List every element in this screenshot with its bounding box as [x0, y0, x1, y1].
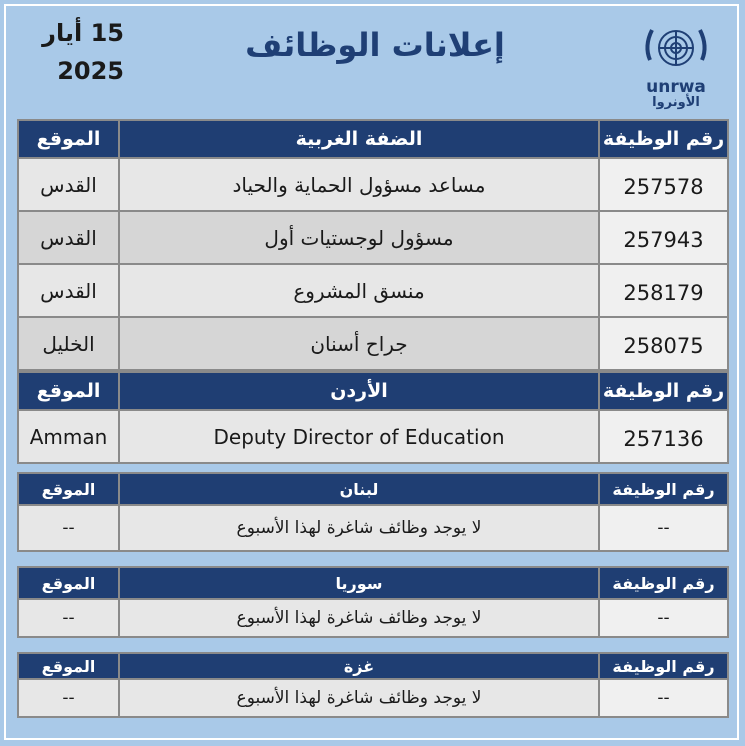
- job-title: منسق المشروع: [119, 264, 599, 317]
- region-header: سوريا: [119, 567, 599, 599]
- job-location: القدس: [18, 211, 119, 264]
- job-location: --: [18, 505, 119, 551]
- job-title: لا يوجد وظائف شاغرة لهذا الأسبوع: [119, 599, 599, 637]
- job-number: 258179: [599, 264, 728, 317]
- west-bank-jobs-table: [17, 119, 729, 371]
- logo-word: unrwa: [646, 77, 706, 97]
- table-header-row: [18, 653, 728, 679]
- location-column-header: الموقع: [18, 120, 119, 158]
- job-number: 257136: [599, 410, 728, 463]
- job-location: القدس: [18, 158, 119, 211]
- job-number-column-header: رقم الوظيفة: [599, 653, 728, 679]
- publication-date: [24, 14, 124, 90]
- table-row: [18, 158, 728, 211]
- job-number-column-header: رقم الوظيفة: [599, 372, 728, 410]
- job-location: الخليل: [18, 317, 119, 370]
- job-number: --: [599, 679, 728, 717]
- job-number: --: [599, 599, 728, 637]
- location-column-header: الموقع: [18, 653, 119, 679]
- job-location: --: [18, 599, 119, 637]
- table-row: [18, 505, 728, 551]
- table-row: [18, 264, 728, 317]
- job-location: --: [18, 679, 119, 717]
- region-header: غزة: [119, 653, 599, 679]
- jordan-jobs-table: [17, 371, 729, 464]
- table-header-row: [18, 567, 728, 599]
- table-header-row: [18, 372, 728, 410]
- job-number-column-header: رقم الوظيفة: [599, 473, 728, 505]
- region-header: الأردن: [119, 372, 599, 410]
- lebanon-jobs-table: [17, 472, 729, 552]
- job-title: جراح أسنان: [119, 317, 599, 370]
- region-header: لبنان: [119, 473, 599, 505]
- job-number-column-header: رقم الوظيفة: [599, 120, 728, 158]
- region-header: الضفة الغربية: [119, 120, 599, 158]
- location-column-header: الموقع: [18, 567, 119, 599]
- table-row: [18, 679, 728, 717]
- location-column-header: الموقع: [18, 473, 119, 505]
- table-header-row: [18, 473, 728, 505]
- job-location: القدس: [18, 264, 119, 317]
- job-number: 258075: [599, 317, 728, 370]
- job-title: Deputy Director of Education: [119, 410, 599, 463]
- job-title: مسؤول لوجستيات أول: [119, 211, 599, 264]
- table-row: [18, 211, 728, 264]
- job-title: لا يوجد وظائف شاغرة لهذا الأسبوع: [119, 679, 599, 717]
- date-day-month: 15 أيار: [42, 19, 124, 47]
- table-row: [18, 410, 728, 463]
- un-emblem-icon: [636, 20, 716, 78]
- table-header-row: [18, 120, 728, 158]
- job-number: --: [599, 505, 728, 551]
- job-title: مساعد مسؤول الحماية والحياد: [119, 158, 599, 211]
- gaza-jobs-table: [17, 652, 729, 718]
- table-row: [18, 317, 728, 370]
- table-row: [18, 599, 728, 637]
- date-year: 2025: [57, 57, 124, 85]
- unrwa-logo: [636, 20, 716, 112]
- job-title: لا يوجد وظائف شاغرة لهذا الأسبوع: [119, 505, 599, 551]
- job-number: 257943: [599, 211, 728, 264]
- job-location: Amman: [18, 410, 119, 463]
- job-number: 257578: [599, 158, 728, 211]
- page-title: إعلانات الوظائف: [245, 26, 505, 64]
- job-number-column-header: رقم الوظيفة: [599, 567, 728, 599]
- syria-jobs-table: [17, 566, 729, 638]
- location-column-header: الموقع: [18, 372, 119, 410]
- logo-arabic: الأونروا: [652, 95, 700, 110]
